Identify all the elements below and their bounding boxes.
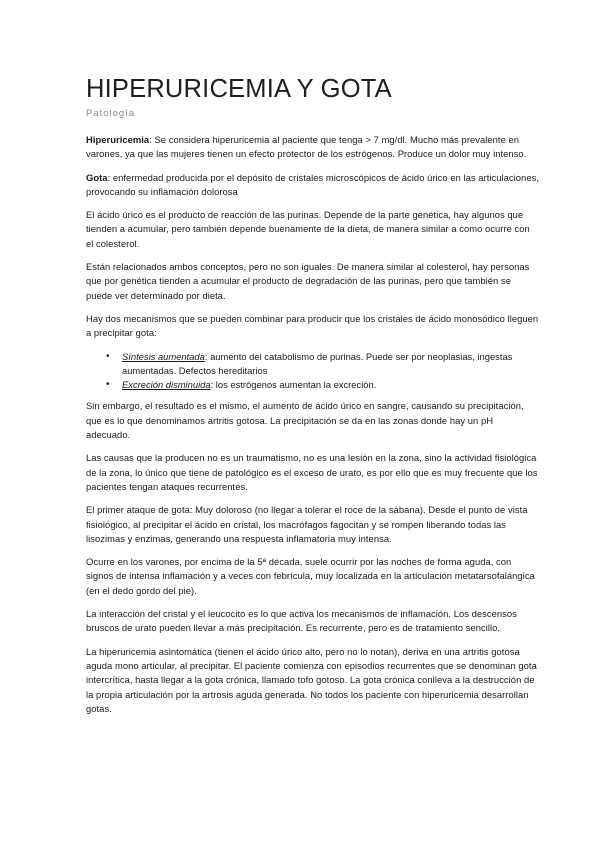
document-title: HIPERURICEMIA Y GOTA — [86, 75, 392, 103]
list-item-text: : aumento del catabolismo de purinas. Puede ser por neoplasias, ingestas aumentadas. Defectos hereditarios — [122, 350, 513, 376]
paragraph-mecanismos-intro: Hay dos mecanismos que se pueden combinar para producir que los cristales de ácido monosódico lleguen a precipitar gota: — [86, 312, 539, 339]
term-hiperuricemia: Hiperuricemia — [86, 134, 150, 145]
paragraph-causas: Las causas que la producen no es un traumatismo, no es una lesión en la zona, sino la actividad fisiológica de la zona, lo único que tiene de patológico es el exceso de urato, es por ello que es muy frecuente que los pacientes tengan ataques recurrentes. — [86, 452, 538, 492]
paragraph-interaccion: La interacción del cristal y el leucocito es lo que activa los mecanismos de inflamación. Los descensos bruscos de urato pueden llevar a más precipitación. Es recurrente, pero es de tratamiento sencillo. — [86, 608, 517, 634]
document-subtitle: Patología — [86, 108, 136, 119]
definition-hiperuricemia: : Se considera hiperuricemia al paciente que tenga > 7 mg/dl. Mucho más prevalente en varones, ya que las mujeres tienen un efecto protector de los estrógenos. Produce un dolor muy intenso. — [86, 134, 527, 160]
paragraph-hiperuricemia — [86, 133, 539, 162]
list-item-text: : los estrógenos aumentan la excreción. — [210, 379, 377, 391]
bullet-icon: • — [106, 350, 110, 362]
paragraph-acido-urico: El ácido úrico es el producto de reacción de las purinas. Depende de la parte genética, hay algunos que tienden a acumular, pero también depende buenamente de la dieta, de manera similar a como ocurre con el colesterol. — [86, 209, 530, 249]
paragraph-resultado: Sin embargo, el resultado es el mismo, el aumento de ácido úrico en sangre, causando su precipitación, que es lo que denominamos artritis gotosa. La precipitación se da en las zonas donde hay un pH adecuado. — [86, 400, 524, 441]
mechanisms-list — [86, 350, 539, 393]
bullet-icon: • — [106, 379, 110, 391]
list-item — [106, 378, 539, 392]
paragraph-gota — [86, 171, 539, 200]
paragraph-varones: Ocurre en los varones, por encima de la 5ª década, suele ocurrir por las noches de forma aguda, con signos de intensa inflamación y a veces con febrícula, muy localizada en la articulación metatarsofalángica (en el dedo gordo del pie). — [86, 556, 535, 596]
list-item-term: Síntesis aumentada — [122, 350, 205, 362]
list-item — [106, 350, 539, 379]
definition-gota: : enfermedad producida por el depósito de cristales microscópicos de ácido úrico en las articulaciones, provocando su inflamación dolorosa — [86, 171, 539, 197]
paragraph-asintomatica: La hiperuricemia asintomática (tienen el ácido úrico alto, pero no lo notan), deriva en una artritis gotosa aguda mono articular, al precipitar. El paciente comienza con episodios recurrentes que se denominan gota intercrítica, hasta llegar a la gota crónica, llamado tofo gotoso. La gota crónica conlleva a la destrucción de la propia articulación por la artrosis aguda generada. No todos los paciente con hiperuricemia desarrollan gotas. — [86, 645, 537, 714]
term-gota: Gota — [86, 171, 108, 183]
list-item-term: Excreción disminuida — [122, 379, 211, 391]
paragraph-relacion-conceptos: Están relacionados ambos conceptos, pero no son iguales. De manera similar al colesterol, hay personas que por genética tienden a acumular el producto de degradación de las purinas, pero que también se puede ver determinado por dieta. — [86, 261, 530, 301]
paragraph-primer-ataque: El primer ataque de gota: Muy doloroso (no llegar a tolerar el roce de la sábana). Desde el punto de vista fisiológico, al precipitar el ácido en cristal, los macrófagos fagocitan y se rompen liberando todas las lisozimas y enzimas, generando una respuesta inflamatoria muy intensa. — [86, 504, 528, 544]
